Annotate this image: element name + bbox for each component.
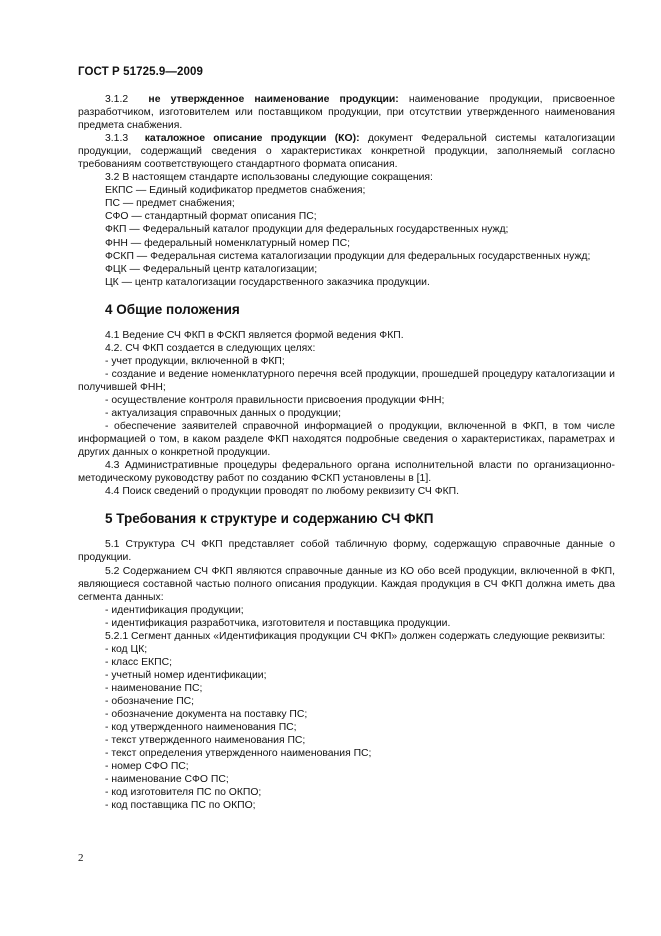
field-item: - код поставщика ПС по ОКПО; (105, 800, 256, 812)
document-body (78, 93, 615, 812)
field-item: - номер СФО ПС; (105, 761, 189, 773)
abbreviation-item: ПС — предмет снабжения; (105, 198, 235, 210)
abbreviation-item: ФКП — Федеральный каталог продукции для федеральных государственных нужд; (105, 224, 509, 236)
page-number: 2 (78, 852, 84, 864)
clause-4-2: 4.2. СЧ ФКП создается в следующих целях: (105, 342, 316, 354)
field-item: - код ЦК; (105, 643, 148, 655)
abbreviation-item: ЦК — центр каталогизации государственного заказчика продукции. (105, 276, 430, 288)
goal-item: - обеспечение заявителей справочной информацией о продукции, включенной в ФКП, в том числе информацией о том, в каком разделе ФКП находятся подробные сведения о характеристиках, параметрах и других данных о конкретной продукции. (78, 421, 615, 459)
goal-item: - создание и ведение номенклатурного перечня всей продукции, прошедшей процедуру каталогизации и получившей ФНН; (78, 368, 615, 393)
goal-item: - актуализация справочных данных о продукции; (105, 408, 341, 420)
field-item: - обозначение ПС; (105, 695, 195, 707)
clause-5-1: 5.1 Структура СЧ ФКП представляет собой табличную форму, содержащую справочные данные о продукции. (78, 539, 615, 564)
clause-4-4: 4.4 Поиск сведений о продукции проводят по любому реквизиту СЧ ФКП. (105, 486, 460, 498)
document-header: ГОСТ Р 51725.9—2009 (78, 66, 203, 78)
abbreviation-item: ЕКПС — Единый кодификатор предметов снабжения; (105, 185, 366, 197)
clause-5-2-1: 5.2.1 Сегмент данных «Идентификация продукции СЧ ФКП» должен содержать следующие реквизиты: (105, 630, 606, 642)
clause-5-2: 5.2 Содержанием СЧ ФКП являются справочные данные из КО обо всей продукции, включенной в ФКП, являющиеся составной частью полного описания продукции. Каждая продукция в СЧ ФКП должна иметь два сегмента данных: (78, 565, 615, 603)
field-item: - учетный номер идентификации; (105, 669, 267, 681)
definition: документ Федеральной системы каталогизации продукции, содержащий сведения о характеристиках конкретной продукции, заполняемый согласно требованиям соответствующего стандартного формата описания. (78, 133, 616, 171)
field-item: - обозначение документа на поставку ПС; (105, 709, 308, 721)
field-item: - наименование ПС; (105, 682, 203, 694)
abbreviation-item: ФЦК — Федеральный центр каталогизации; (105, 263, 318, 275)
clause-3-2: 3.2 В настоящем стандарте использованы следующие сокращения: (105, 172, 433, 184)
clause-3-1-2 (78, 93, 615, 132)
goal-item: - осуществление контроля правильности присвоения продукции ФНН; (105, 394, 445, 406)
field-item: - код утвержденного наименования ПС; (105, 722, 297, 734)
clause-3-1-3 (78, 132, 615, 171)
field-item: - код изготовителя ПС по ОКПО; (105, 787, 262, 799)
section-5-heading: 5 Требования к структуре и содержанию СЧ ФКП (105, 511, 434, 527)
field-item: - класс ЕКПС; (105, 656, 172, 668)
clause-4-1: 4.1 Ведение СЧ ФКП в ФСКП является формой ведения ФКП. (105, 329, 404, 341)
abbreviation-item: ФСКП — Федеральная система каталогизации продукции для федеральных государственных нужд; (105, 250, 591, 262)
definition: наименование продукции, присвоенное разработчиком, изготовителем или поставщиком продукции, при отсутствии утвержденного наименования предмета снабжения. (78, 94, 616, 132)
segment-item: - идентификация продукции; (105, 604, 244, 616)
section-4-heading: 4 Общие положения (105, 301, 240, 317)
term: каталожное описание продукции (КО): (144, 133, 360, 145)
goal-item: - учет продукции, включенной в ФКП; (105, 355, 285, 367)
field-item: - текст утвержденного наименования ПС; (105, 735, 306, 747)
field-item: - текст определения утвержденного наименования ПС; (105, 748, 372, 760)
clause-number: 3.1.3 (105, 133, 129, 145)
clause-4-3: 4.3 Административные процедуры федерального органа исполнительной власти по организационно-методическому руководству работ по созданию ФСКП установлены в [1]. (78, 460, 615, 485)
segment-item: - идентификация разработчика, изготовителя и поставщика продукции. (105, 617, 451, 629)
field-item: - наименование СФО ПС; (105, 774, 229, 786)
abbreviation-item: ФНН — федеральный номенклатурный номер ПС; (105, 237, 350, 249)
term: не утвержденное наименование продукции: (148, 94, 399, 105)
abbreviation-item: СФО — стандартный формат описания ПС; (105, 211, 317, 223)
clause-number: 3.1.2 (105, 94, 129, 105)
